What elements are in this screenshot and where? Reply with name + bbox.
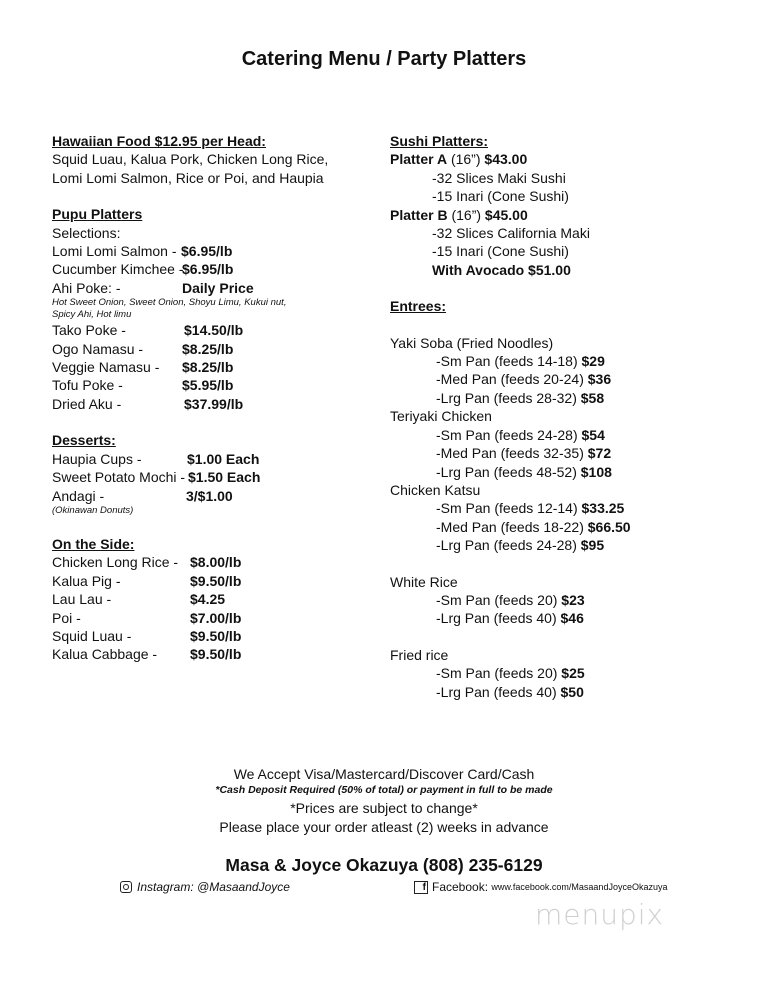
entree-size bbox=[390, 536, 730, 554]
on-the-side-header: On the Side: bbox=[52, 535, 135, 552]
entree-size bbox=[390, 444, 730, 462]
item-name: Sweet Potato Mochi - bbox=[52, 469, 186, 486]
menu-item bbox=[52, 450, 352, 468]
pan-label: -Med Pan (feeds 32-35) bbox=[436, 445, 588, 462]
deposit-note: *Cash Deposit Required (50% of total) or payment in full to be made bbox=[215, 784, 553, 796]
menu-item bbox=[52, 279, 352, 297]
pan-label: -Sm Pan (feeds 24-28) bbox=[436, 426, 582, 443]
pan-price: $50 bbox=[560, 683, 584, 700]
platter-b-size: (16”) bbox=[447, 206, 485, 223]
entree-size bbox=[390, 370, 730, 388]
left-column bbox=[52, 132, 352, 664]
pan-price: $36 bbox=[587, 371, 612, 388]
menu-item bbox=[52, 321, 352, 339]
item-price: 3/$1.00 bbox=[186, 487, 233, 504]
entrees-header: Entrees: bbox=[390, 298, 447, 315]
platter-a-label: Platter A bbox=[390, 151, 448, 168]
item-price: $6.95/lb bbox=[181, 243, 233, 260]
entree-name: Fried rice bbox=[390, 646, 449, 663]
menu-item bbox=[52, 627, 352, 645]
pan-label: -Lrg Pan (feeds 40) bbox=[436, 610, 561, 627]
item-price: $8.00/lb bbox=[190, 554, 242, 571]
pan-price: $108 bbox=[580, 463, 612, 480]
entree-size bbox=[390, 591, 730, 609]
entree-name: Yaki Soba (Fried Noodles) bbox=[390, 334, 554, 351]
menu-item bbox=[52, 358, 352, 376]
entree-size bbox=[390, 609, 730, 627]
menu-item bbox=[52, 376, 352, 394]
item-name: Ahi Poke: - bbox=[52, 279, 121, 296]
pan-price: $23 bbox=[561, 591, 585, 608]
pan-label: -Lrg Pan (feeds 24-28) bbox=[436, 537, 581, 554]
contact-name-phone: Masa & Joyce Okazuya (808) 235-6129 bbox=[225, 855, 543, 875]
menu-item bbox=[52, 553, 352, 571]
item-price: $1.50 Each bbox=[188, 469, 261, 486]
pan-price: $66.50 bbox=[587, 518, 631, 535]
item-name: Veggie Namasu - bbox=[52, 359, 160, 376]
menupix-watermark: menupix bbox=[535, 898, 665, 931]
item-price: Daily Price bbox=[182, 279, 254, 296]
menu-item bbox=[52, 340, 352, 358]
price-change-note: *Prices are subject to change* bbox=[290, 800, 478, 816]
item-price: $37.99/lb bbox=[184, 395, 244, 412]
instagram-icon bbox=[120, 881, 132, 893]
item-price: $7.00/lb bbox=[190, 609, 242, 626]
pupu-selections-label: Selections: bbox=[52, 224, 121, 241]
item-name: Lau Lau - bbox=[52, 591, 112, 608]
menu-item bbox=[52, 468, 352, 486]
platter-detail: -15 Inari (Cone Sushi) bbox=[432, 188, 569, 205]
ahi-poke-note: Spicy Ahi, Hot limu bbox=[52, 309, 132, 321]
advance-order-note: Please place your order atleast (2) weeks in advance bbox=[219, 819, 549, 835]
entree-size bbox=[390, 389, 730, 407]
entree-size bbox=[390, 683, 730, 701]
entree-size bbox=[390, 426, 730, 444]
menu-item bbox=[52, 487, 352, 505]
entree-name: Chicken Katsu bbox=[390, 481, 481, 498]
pan-label: -Lrg Pan (feeds 28-32) bbox=[436, 389, 581, 406]
andagi-note: (Okinawan Donuts) bbox=[52, 504, 134, 516]
item-name: Squid Luau - bbox=[52, 627, 132, 644]
item-name: Ogo Namasu - bbox=[52, 340, 144, 357]
instagram-handle bbox=[120, 880, 290, 894]
platter-a-size: (16”) bbox=[447, 151, 485, 168]
entree-name: Teriyaki Chicken bbox=[390, 408, 492, 425]
ahi-poke-note: Hot Sweet Onion, Sweet Onion, Shoyu Limu, Kukui nut, bbox=[52, 297, 287, 309]
entree-size bbox=[390, 463, 730, 481]
item-name: Andagi - bbox=[52, 487, 105, 504]
menu-item bbox=[52, 590, 352, 608]
item-name: Lomi Lomi Salmon - bbox=[52, 243, 177, 260]
menu-item bbox=[52, 395, 352, 413]
platter-detail: -32 Slices Maki Sushi bbox=[432, 169, 566, 186]
platter-b-label: Platter B bbox=[390, 206, 448, 223]
menu-item bbox=[52, 645, 352, 663]
menu-item bbox=[52, 609, 352, 627]
item-name: Poi - bbox=[52, 609, 81, 626]
platter-detail: -32 Slices California Maki bbox=[432, 225, 590, 242]
facebook-link bbox=[414, 880, 667, 894]
item-price: $14.50/lb bbox=[184, 322, 244, 339]
pan-price: $58 bbox=[580, 389, 605, 406]
item-price: $9.50/lb bbox=[190, 572, 242, 589]
entree-size bbox=[390, 664, 730, 682]
item-name: Tako Poke - bbox=[52, 322, 126, 339]
platter-avocado: With Avocado $51.00 bbox=[432, 261, 571, 278]
pan-price: $25 bbox=[561, 665, 585, 682]
item-price: $6.95/lb bbox=[182, 261, 234, 278]
page-title: Catering Menu / Party Platters bbox=[241, 48, 527, 70]
payment-methods: We Accept Visa/Mastercard/Discover Card/Cash bbox=[233, 766, 535, 782]
facebook-url[interactable]: www.facebook.com/MasaandJoyceOkazuya bbox=[491, 882, 668, 892]
item-price: $8.25/lb bbox=[182, 340, 234, 357]
pan-label: -Lrg Pan (feeds 48-52) bbox=[436, 463, 581, 480]
pan-label: -Sm Pan (feeds 20) bbox=[436, 591, 562, 608]
pan-label: -Sm Pan (feeds 20) bbox=[436, 665, 562, 682]
platter-a-price: $43.00 bbox=[484, 151, 528, 168]
menu-item bbox=[52, 260, 352, 278]
pan-label: -Sm Pan (feeds 12-14) bbox=[436, 500, 582, 517]
item-name: Tofu Poke - bbox=[52, 377, 123, 394]
item-name: Kalua Pig - bbox=[52, 572, 121, 589]
facebook-label: Facebook: bbox=[432, 880, 489, 894]
sushi-platters-header: Sushi Platters: bbox=[390, 133, 489, 149]
pupu-platters-header: Pupu Platters bbox=[52, 206, 143, 223]
item-price: $9.50/lb bbox=[190, 627, 242, 644]
item-name: Cucumber Kimchee - bbox=[52, 261, 184, 278]
pan-price: $72 bbox=[587, 445, 612, 462]
entree-size bbox=[390, 352, 730, 370]
item-name: Haupia Cups - bbox=[52, 450, 142, 467]
menu-item bbox=[52, 572, 352, 590]
hawaiian-food-header: Hawaiian Food $12.95 per Head: bbox=[52, 133, 266, 149]
menu-item bbox=[52, 242, 352, 260]
platter-b-price: $45.00 bbox=[484, 206, 528, 223]
platter-a bbox=[390, 150, 730, 168]
hawaiian-food-line: Lomi Lomi Salmon, Rice or Poi, and Haupia bbox=[52, 169, 324, 186]
facebook-icon: f bbox=[414, 881, 428, 894]
pan-price: $33.25 bbox=[581, 500, 625, 517]
item-price: $4.25 bbox=[190, 591, 226, 608]
item-name: Chicken Long Rice - bbox=[52, 554, 179, 571]
pan-label: -Lrg Pan (feeds 40) bbox=[436, 683, 561, 700]
entree-size bbox=[390, 518, 730, 536]
item-name: Dried Aku - bbox=[52, 395, 122, 412]
pan-label: -Med Pan (feeds 20-24) bbox=[436, 371, 588, 388]
item-price: $1.00 Each bbox=[187, 450, 260, 467]
pan-price: $95 bbox=[580, 537, 605, 554]
desserts-header: Desserts: bbox=[52, 432, 116, 449]
item-price: $5.95/lb bbox=[182, 377, 234, 394]
entree-name: White Rice bbox=[390, 573, 458, 590]
pan-label: -Sm Pan (feeds 14-18) bbox=[436, 353, 582, 370]
item-price: $9.50/lb bbox=[190, 646, 242, 663]
hawaiian-food-line: Squid Luau, Kalua Pork, Chicken Long Rice, bbox=[52, 151, 329, 168]
platter-detail: -15 Inari (Cone Sushi) bbox=[432, 243, 569, 260]
pan-price: $54 bbox=[581, 426, 605, 443]
pan-price: $46 bbox=[560, 610, 584, 627]
item-name: Kalua Cabbage - bbox=[52, 646, 158, 663]
entree-size bbox=[390, 499, 730, 517]
right-column bbox=[390, 132, 730, 701]
instagram-text: Instagram: @MasaandJoyce bbox=[137, 880, 290, 894]
platter-b bbox=[390, 206, 730, 224]
item-price: $8.25/lb bbox=[182, 359, 234, 376]
pan-label: -Med Pan (feeds 18-22) bbox=[436, 518, 588, 535]
pan-price: $29 bbox=[581, 353, 605, 370]
